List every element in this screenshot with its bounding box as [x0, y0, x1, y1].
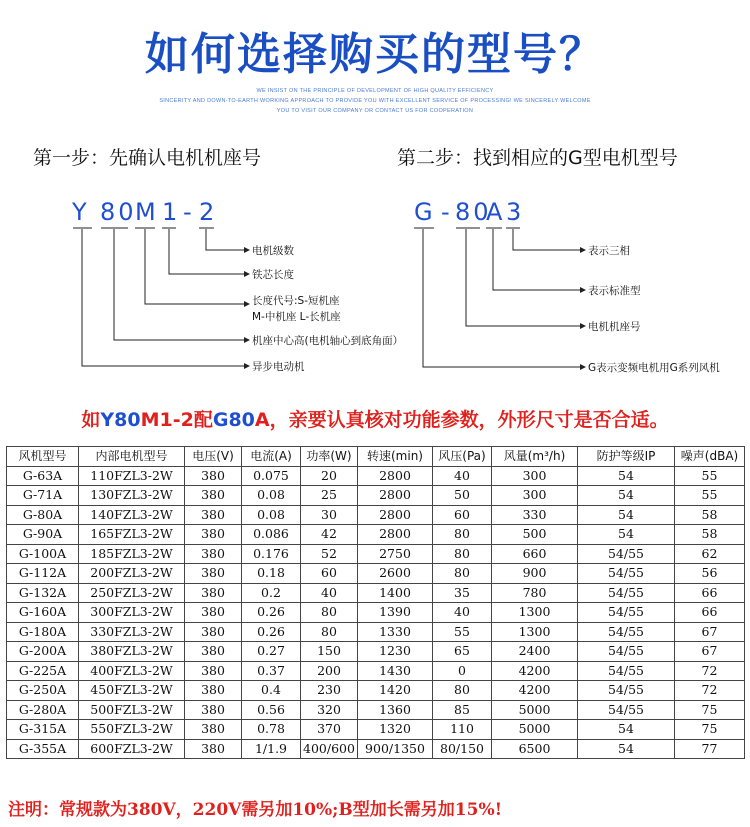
table-cell: 320 — [301, 700, 358, 720]
table-cell: 600FZL3-2W — [79, 739, 185, 759]
table-cell: 400FZL3-2W — [79, 661, 185, 681]
column-header: 风量(m³/h) — [492, 447, 578, 467]
table-cell: 1360 — [358, 700, 433, 720]
table-cell: 0.37 — [242, 661, 301, 681]
code1-dash: - — [183, 198, 195, 226]
table-cell: 5000 — [492, 720, 578, 740]
table-cell: 0.176 — [242, 544, 301, 564]
table-cell: 140FZL3-2W — [79, 505, 185, 525]
table-row — [7, 466, 745, 486]
table-cell: 330FZL3-2W — [79, 622, 185, 642]
label-async-motor: 异步电动机 — [252, 361, 305, 373]
table-cell: 0.18 — [242, 564, 301, 584]
table-cell: 25 — [301, 486, 358, 506]
table-cell: 30 — [301, 505, 358, 525]
table-cell: 380 — [185, 739, 242, 759]
table-cell: 1430 — [358, 661, 433, 681]
table-cell: 66 — [675, 583, 745, 603]
table-cell: 550FZL3-2W — [79, 720, 185, 740]
table-cell: 54 — [578, 525, 675, 545]
table-cell: 0.08 — [242, 505, 301, 525]
table-cell: 40 — [433, 466, 492, 486]
table-cell: 42 — [301, 525, 358, 545]
footnote: 注明：常规款为380V，220V需另加10%;B型加长需另加15%! — [8, 800, 503, 820]
table-row — [7, 661, 745, 681]
table-cell: 1320 — [358, 720, 433, 740]
table-cell: 54 — [578, 466, 675, 486]
column-header: 风压(Pa) — [433, 447, 492, 467]
label-length-code-2: M-中机座 L-长机座 — [252, 311, 341, 323]
table-cell: 380 — [185, 525, 242, 545]
table-row — [7, 583, 745, 603]
table-cell: 72 — [675, 681, 745, 701]
table-cell: 54 — [578, 739, 675, 759]
table-cell: 4200 — [492, 681, 578, 701]
label-standard: 表示标准型 — [588, 285, 641, 297]
column-header: 电压(V) — [185, 447, 242, 467]
table-cell: G-225A — [7, 661, 79, 681]
label-three-phase: 表示三相 — [588, 245, 630, 257]
table-cell: 0.56 — [242, 700, 301, 720]
table-cell: G-250A — [7, 681, 79, 701]
table-cell: 2800 — [358, 466, 433, 486]
page-title: 如何选择购买的型号？ — [145, 29, 605, 80]
table-cell: 1390 — [358, 603, 433, 623]
table-row — [7, 525, 745, 545]
table-cell: 500FZL3-2W — [79, 700, 185, 720]
table-cell: 54/55 — [578, 564, 675, 584]
table-cell: 380 — [185, 700, 242, 720]
code1-2: 2 — [199, 198, 218, 226]
table-cell: 1300 — [492, 622, 578, 642]
table-cell: 35 — [433, 583, 492, 603]
table-cell: 370 — [301, 720, 358, 740]
table-cell: 67 — [675, 642, 745, 662]
table-cell: 58 — [675, 525, 745, 545]
table-cell: 380 — [185, 622, 242, 642]
table-cell: 62 — [675, 544, 745, 564]
code2-a: A — [486, 198, 506, 226]
table-cell: 150 — [301, 642, 358, 662]
code2-dash: - — [441, 198, 453, 226]
table-cell: 80 — [433, 544, 492, 564]
table-cell: 85 — [433, 700, 492, 720]
table-cell: G-355A — [7, 739, 79, 759]
code2-g: G — [414, 198, 436, 226]
table-cell: 250FZL3-2W — [79, 583, 185, 603]
table-cell: 780 — [492, 583, 578, 603]
column-header: 噪声(dBA) — [675, 447, 745, 467]
table-cell: 2800 — [358, 505, 433, 525]
table-cell: 380 — [185, 544, 242, 564]
table-cell: 380 — [185, 661, 242, 681]
code1-80: 80 — [100, 198, 137, 226]
step1-heading: 第一步：先确认电机机座号 — [33, 147, 262, 169]
table-cell: 660 — [492, 544, 578, 564]
table-cell: 80 — [301, 603, 358, 623]
table-cell: 300 — [492, 486, 578, 506]
table-cell: 54/55 — [578, 622, 675, 642]
step2-heading: 第二步：找到相应的G型电机型号 — [397, 147, 678, 169]
code1-m: M — [135, 198, 159, 226]
table-cell: G-180A — [7, 622, 79, 642]
table-cell: G-160A — [7, 603, 79, 623]
table-cell: 0.27 — [242, 642, 301, 662]
column-header: 风机型号 — [7, 447, 79, 467]
table-cell: 380 — [185, 603, 242, 623]
table-cell: 54/55 — [578, 603, 675, 623]
table-cell: 2800 — [358, 486, 433, 506]
table-cell: 54/55 — [578, 700, 675, 720]
table-cell: 0.08 — [242, 486, 301, 506]
table-cell: 1230 — [358, 642, 433, 662]
column-header: 内部电机型号 — [79, 447, 185, 467]
table-cell: 54 — [578, 720, 675, 740]
table-cell: 60 — [301, 564, 358, 584]
table-cell: G-63A — [7, 466, 79, 486]
table-cell: 0.086 — [242, 525, 301, 545]
table-cell: 1400 — [358, 583, 433, 603]
table-cell: 54 — [578, 505, 675, 525]
table-cell: 55 — [433, 622, 492, 642]
column-header: 防护等级IP — [578, 447, 675, 467]
table-cell: 5000 — [492, 700, 578, 720]
motto-line-1: WE INSIST ON THE PRINCIPLE OF DEVELOPMENT OF HIGH QUALITY EFFICIENCY — [256, 88, 494, 94]
table-cell: 20 — [301, 466, 358, 486]
table-cell: 80/150 — [433, 739, 492, 759]
table-cell: 380 — [185, 564, 242, 584]
table-cell: 55 — [675, 466, 745, 486]
table-cell: 185FZL3-2W — [79, 544, 185, 564]
table-cell: 2600 — [358, 564, 433, 584]
table-cell: 80 — [433, 525, 492, 545]
table-cell: 55 — [675, 486, 745, 506]
table-cell: 130FZL3-2W — [79, 486, 185, 506]
table-row — [7, 486, 745, 506]
table-cell: 0.075 — [242, 466, 301, 486]
label-center-height: 机座中心高(电机轴心到底角面） — [252, 335, 404, 347]
table-cell: 66 — [675, 603, 745, 623]
table-cell: 0.4 — [242, 681, 301, 701]
table-row — [7, 603, 745, 623]
table-cell: 54/55 — [578, 544, 675, 564]
table-cell: 165FZL3-2W — [79, 525, 185, 545]
table-cell: G-71A — [7, 486, 79, 506]
table-cell: G-132A — [7, 583, 79, 603]
table-cell: 6500 — [492, 739, 578, 759]
table-cell: 0.26 — [242, 622, 301, 642]
table-cell: 2800 — [358, 525, 433, 545]
table-cell: 2400 — [492, 642, 578, 662]
table-cell: 450FZL3-2W — [79, 681, 185, 701]
table-cell: 56 — [675, 564, 745, 584]
table-cell: 330 — [492, 505, 578, 525]
table-cell: 2750 — [358, 544, 433, 564]
table-cell: 52 — [301, 544, 358, 564]
table-row — [7, 642, 745, 662]
table-cell: G-80A — [7, 505, 79, 525]
table-row — [7, 739, 745, 759]
table-cell: 900/1350 — [358, 739, 433, 759]
table-header-row — [7, 447, 745, 467]
table-cell: 900 — [492, 564, 578, 584]
table-cell: 1420 — [358, 681, 433, 701]
code2-80: 80 — [455, 198, 492, 226]
table-cell: 0.26 — [242, 603, 301, 623]
code1-1: 1 — [162, 198, 181, 226]
table-cell: G-200A — [7, 642, 79, 662]
table-cell: 400/600 — [301, 739, 358, 759]
table-cell: 60 — [433, 505, 492, 525]
table-cell: 67 — [675, 622, 745, 642]
table-cell: 200 — [301, 661, 358, 681]
table-cell: 380 — [185, 681, 242, 701]
table-cell: 380 — [185, 466, 242, 486]
example-sentence: 如Y80M1-2配G80A，亲要认真核对功能参数，外形尺寸是否合适。 — [81, 409, 669, 431]
code2-3: 3 — [506, 198, 525, 226]
table-cell: 380 — [185, 486, 242, 506]
table-row — [7, 622, 745, 642]
label-length-code: 长度代号:S-短机座 — [252, 295, 340, 307]
table-cell: 54/55 — [578, 642, 675, 662]
table-row — [7, 505, 745, 525]
table-cell: 380 — [185, 642, 242, 662]
table-cell: 230 — [301, 681, 358, 701]
table-cell: 0.78 — [242, 720, 301, 740]
table-cell: 75 — [675, 700, 745, 720]
table-cell: 300 — [492, 466, 578, 486]
column-header: 转速(min) — [358, 447, 433, 467]
table-cell: 500 — [492, 525, 578, 545]
table-cell: 4200 — [492, 661, 578, 681]
table-cell: 77 — [675, 739, 745, 759]
table-cell: 1/1.9 — [242, 739, 301, 759]
table-cell: 110FZL3-2W — [79, 466, 185, 486]
table-cell: 54/55 — [578, 583, 675, 603]
table-cell: G-90A — [7, 525, 79, 545]
table-cell: G-112A — [7, 564, 79, 584]
table-cell: 54/55 — [578, 681, 675, 701]
column-header: 电流(A) — [242, 447, 301, 467]
table-row — [7, 681, 745, 701]
table-cell: 80 — [433, 564, 492, 584]
table-cell: 65 — [433, 642, 492, 662]
motto-line-2: SINCERITY AND DOWN-TO-EARTH WORKING APPROACH TO PROVIDE YOU WITH EXCELLENT SERVICE OF PROCESSING! WE SINCERELY WELCOME — [159, 98, 591, 104]
table-cell: 110 — [433, 720, 492, 740]
table-cell: 54 — [578, 486, 675, 506]
table-cell: 200FZL3-2W — [79, 564, 185, 584]
table-cell: 80 — [301, 622, 358, 642]
label-g-series: G表示变频电机用G系列风机 — [588, 362, 720, 374]
table-cell: 58 — [675, 505, 745, 525]
table-cell: 40 — [433, 603, 492, 623]
label-core-length: 铁芯长度 — [252, 269, 294, 281]
spec-table — [6, 446, 745, 759]
table-cell: 72 — [675, 661, 745, 681]
table-cell: 380FZL3-2W — [79, 642, 185, 662]
table-cell: 75 — [675, 720, 745, 740]
table-row — [7, 544, 745, 564]
column-header: 功率(W) — [301, 447, 358, 467]
table-row — [7, 564, 745, 584]
table-cell: 380 — [185, 720, 242, 740]
motto-line-3: YOU TO VISIT OUR COMPANY OR CONTACT US FOR COOPERATION — [276, 108, 474, 114]
label-frame-number: 电机机座号 — [588, 321, 641, 333]
table-cell: 50 — [433, 486, 492, 506]
table-cell: G-280A — [7, 700, 79, 720]
table-cell: 1300 — [492, 603, 578, 623]
table-cell: 54/55 — [578, 661, 675, 681]
table-cell: 380 — [185, 505, 242, 525]
table-row — [7, 700, 745, 720]
code1-y: Y — [72, 198, 90, 226]
table-cell: 80 — [433, 681, 492, 701]
table-row — [7, 720, 745, 740]
table-cell: 300FZL3-2W — [79, 603, 185, 623]
table-cell: G-100A — [7, 544, 79, 564]
table-cell: 0.2 — [242, 583, 301, 603]
table-cell: 1330 — [358, 622, 433, 642]
table-cell: G-315A — [7, 720, 79, 740]
label-pole-count: 电机级数 — [252, 245, 294, 257]
table-cell: 0 — [433, 661, 492, 681]
table-cell: 380 — [185, 583, 242, 603]
table-cell: 40 — [301, 583, 358, 603]
